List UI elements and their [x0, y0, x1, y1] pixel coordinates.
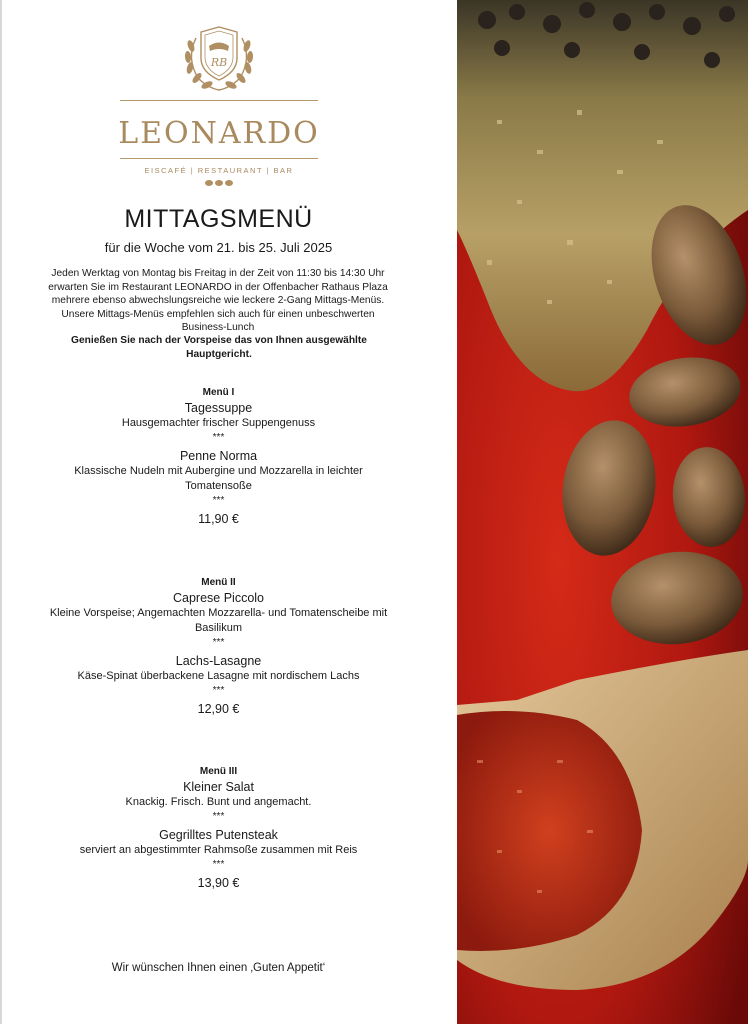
- logo-divider-bottom: [120, 158, 318, 159]
- logo-divider-top: [120, 100, 318, 101]
- intro-highlight: Genießen Sie nach der Vorspeise das von Ihnen ausgewählte Hauptgericht.: [71, 335, 367, 360]
- starter-description: Kleine Vorspeise; Angemachten Mozzarella- und Tomatenscheibe mit Basilikum: [49, 607, 388, 634]
- laurel-crest-icon: [176, 24, 262, 98]
- main-description: Käse-Spinat überbackene Lasagne mit nordischem Lachs: [77, 670, 360, 682]
- menu-label: Menü I: [202, 387, 235, 398]
- menu-label: Menü II: [201, 577, 236, 588]
- course-divider: ***: [212, 859, 225, 870]
- course-divider: ***: [212, 811, 225, 822]
- course-divider: ***: [212, 637, 225, 648]
- restaurant-name: LEONARDO: [118, 116, 320, 151]
- starter-description: Knackig. Frisch. Bunt und angemacht.: [125, 796, 312, 808]
- coffee-beans-icon: [203, 179, 235, 187]
- restaurant-logo: [100, 24, 338, 174]
- closing-wish: Wir wünschen Ihnen einen ‚Guten Appetit‘: [111, 962, 326, 974]
- menu-price: 11,90 €: [198, 512, 239, 526]
- starter-name: Tagessuppe: [184, 401, 253, 415]
- main-name: Lachs-Lasagne: [175, 654, 262, 668]
- menu-price: 12,90 €: [197, 702, 240, 716]
- course-divider: ***: [212, 685, 225, 696]
- course-divider: ***: [212, 495, 225, 506]
- page-title: MITTAGSMENÜ: [124, 205, 313, 233]
- main-description: Klassische Nudeln mit Aubergine und Mozzarella in leichter Tomatensoße: [74, 465, 363, 492]
- menu-block-1: [0, 386, 437, 527]
- week-dates: für die Woche vom 21. bis 25. Juli 2025: [104, 240, 333, 255]
- course-divider: ***: [212, 432, 225, 443]
- intro-text: Jeden Werktag von Montag bis Freitag in der Zeit von 11:30 bis 14:30 Uhr erwarten Sie im Restaurant LEONARDO in der Offenbacher Rathaus Plaza mehrere ebenso abwechslungsreiche wie leckere 2-Gang Mittags-Menüs. Unsere Mittags-Menüs empfehlen sich auch für einen unbeschwerten Business-Lunch: [48, 268, 388, 334]
- menu-price: 13,90 €: [197, 876, 240, 890]
- main-description: serviert an abgestimmter Rahmsoße zusammen mit Reis: [79, 844, 358, 856]
- menu-label: Menü III: [199, 766, 238, 777]
- spices-photo: [457, 0, 748, 1024]
- restaurant-tagline: EISCAFÉ | RESTAURANT | BAR: [144, 166, 294, 175]
- starter-name: Kleiner Salat: [183, 780, 254, 794]
- starter-description: Hausgemachter frischer Suppengenuss: [121, 417, 316, 429]
- main-name: Gegrilltes Putensteak: [159, 828, 278, 842]
- svg-text:RB: RB: [210, 56, 228, 69]
- starter-name: Caprese Piccolo: [172, 591, 264, 605]
- menu-block-3: [0, 765, 437, 891]
- menu-block-2: [0, 576, 437, 717]
- main-name: Penne Norma: [179, 449, 258, 463]
